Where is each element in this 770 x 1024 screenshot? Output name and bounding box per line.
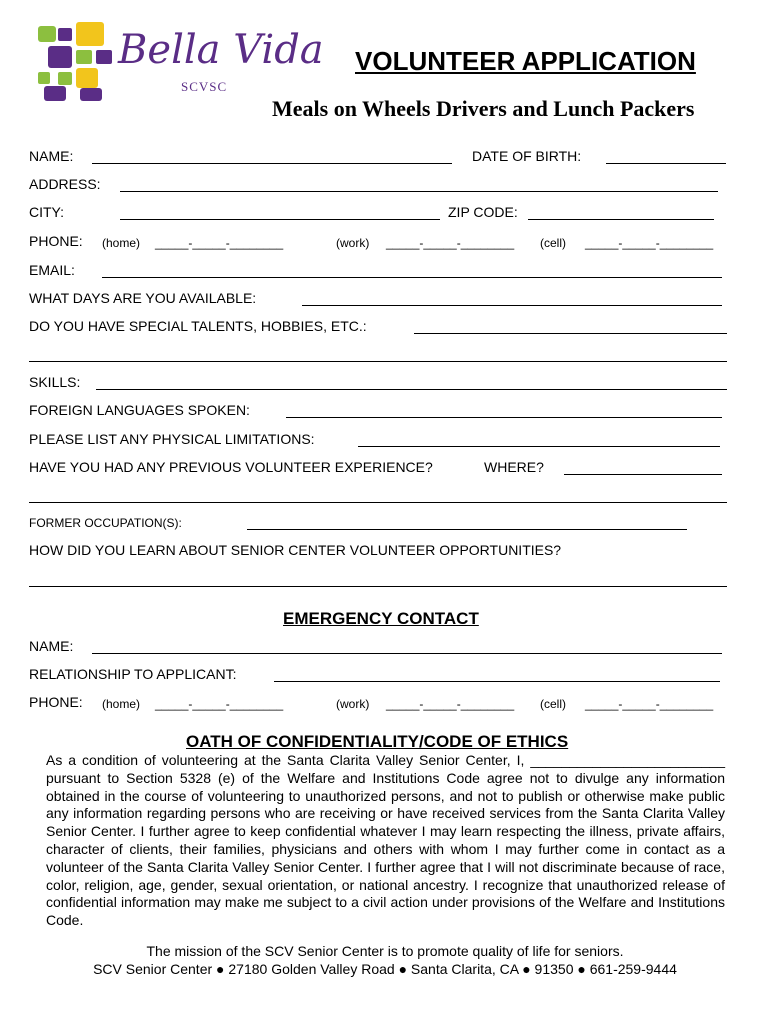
talents-field-continued[interactable] [29, 361, 727, 362]
dob-field[interactable] [606, 163, 726, 164]
email-label: EMAIL: [29, 262, 75, 278]
emergency-heading: EMERGENCY CONTACT [283, 609, 479, 628]
page-title: VOLUNTEER APPLICATION [355, 46, 696, 76]
languages-field[interactable] [286, 417, 722, 418]
skills-label: SKILLS: [29, 374, 81, 390]
emergency-cell-phone-field[interactable]: _____-_____-________ [585, 697, 714, 711]
zip-field[interactable] [528, 219, 714, 220]
oath-heading: OATH OF CONFIDENTIALITY/CODE OF ETHICS [186, 732, 569, 751]
talents-label: DO YOU HAVE SPECIAL TALENTS, HOBBIES, ETC.: [29, 318, 367, 334]
learn-label: HOW DID YOU LEARN ABOUT SENIOR CENTER VOLUNTEER OPPORTUNITIES? [29, 542, 562, 558]
emergency-home-phone-field[interactable]: _____-_____-________ [155, 697, 284, 711]
emergency-work-phone-field[interactable]: _____-_____-________ [386, 697, 515, 711]
emergency-name-field[interactable] [92, 653, 722, 654]
talents-field[interactable] [414, 333, 727, 334]
days-field[interactable] [302, 305, 722, 306]
work-label: (work) [336, 236, 370, 250]
languages-label: FOREIGN LANGUAGES SPOKEN: [29, 402, 250, 418]
name-label: NAME: [29, 148, 74, 164]
limitations-field[interactable] [358, 446, 720, 447]
experience-where-field[interactable] [564, 474, 722, 475]
mission-statement: The mission of the SCV Senior Center is to promote quality of life for seniors. [146, 943, 624, 959]
limitations-label: PLEASE LIST ANY PHYSICAL LIMITATIONS: [29, 431, 315, 447]
work-phone-field[interactable]: _____-_____-________ [386, 236, 515, 250]
experience-label: HAVE YOU HAD ANY PREVIOUS VOLUNTEER EXPERIENCE? [29, 459, 433, 475]
oath-body-text: As a condition of volunteering at the Santa Clarita Valley Senior Center, I, _________________________ pursuant to Section 5328 (e) of the Welfare and Institutions Code agree not to divulge any information obtained in the course of volunteering to unauthorized persons, and not to publish or otherwise make public any information regarding persons who are receiving or have received services from the Santa Clarita Valley Senior Center. I further agree to keep confidential whatever I may learn respecting the illness, private affairs, character of clients, their families, physicians and others with whom I may further come in contact as a volunteer of the Santa Clarita Valley Senior Center. I further agree that I will not discriminate because of race, color, religion, age, gender, sexual orientation, or national ancestry. I recognize that unauthorized release of confidential information may make me subject to a civil action under provisions of the Welfare and Institutions Code. [46, 752, 725, 929]
emergency-work-label: (work) [336, 697, 370, 711]
page-subtitle: Meals on Wheels Drivers and Lunch Packers [272, 96, 695, 121]
footer-address: SCV Senior Center ● 27180 Golden Valley Road ● Santa Clarita, CA ● 91350 ● 661-259-9444 [93, 961, 677, 977]
address-field[interactable] [120, 191, 718, 192]
brand-name: Bella Vida [118, 27, 324, 73]
relationship-label: RELATIONSHIP TO APPLICANT: [29, 666, 237, 682]
address-label: ADDRESS: [29, 176, 101, 192]
zip-label: ZIP CODE: [448, 204, 518, 220]
learn-field[interactable] [29, 586, 727, 587]
cell-phone-field[interactable]: _____-_____-________ [585, 236, 714, 250]
city-label: CITY: [29, 204, 65, 220]
emergency-name-label: NAME: [29, 638, 74, 654]
occupation-field[interactable] [247, 529, 687, 530]
emergency-phone-label: PHONE: [29, 694, 83, 710]
emergency-home-label: (home) [102, 697, 141, 711]
dob-label: DATE OF BIRTH: [472, 148, 582, 164]
occupation-label: FORMER OCCUPATION(S): [29, 516, 182, 530]
home-label: (home) [102, 236, 141, 250]
home-phone-field[interactable]: _____-_____-________ [155, 236, 284, 250]
name-field[interactable] [92, 163, 452, 164]
brand-subtitle: SCVSC [181, 79, 228, 94]
phone-label: PHONE: [29, 233, 83, 249]
skills-field[interactable] [96, 389, 727, 390]
city-field[interactable] [120, 219, 440, 220]
emergency-cell-label: (cell) [540, 697, 566, 711]
email-field[interactable] [102, 277, 722, 278]
where-label: WHERE? [484, 459, 544, 475]
relationship-field[interactable] [274, 681, 720, 682]
bella-vida-logo-icon [36, 20, 114, 102]
experience-field-continued[interactable] [29, 502, 727, 503]
days-label: WHAT DAYS ARE YOU AVAILABLE: [29, 290, 257, 306]
cell-label: (cell) [540, 236, 566, 250]
